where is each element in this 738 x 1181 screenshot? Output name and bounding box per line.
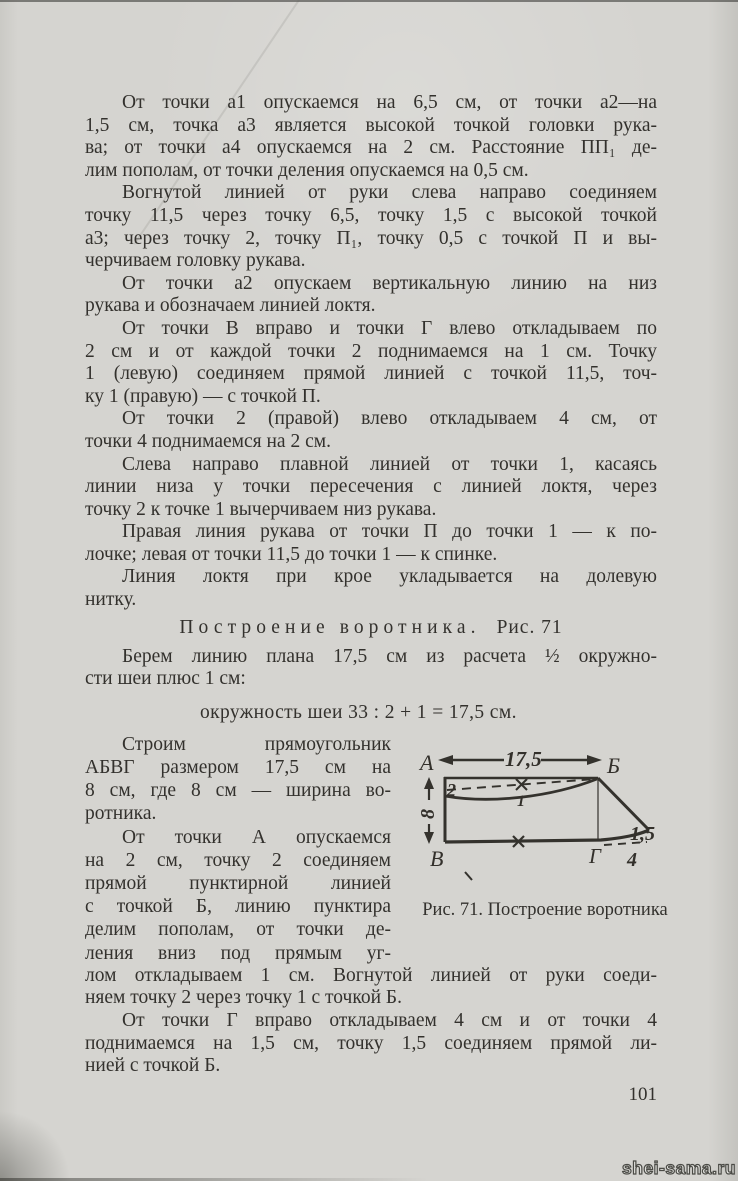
paragraph-sleeve-points: От точки а1 опускаемся на 6,5 см, от точки а2—на 1,5 см, точка а3 является высокой точкой головки рука- ва; от точки а4 опускаемся на 2 см. Расстояние ПП₁ де- лим пополам, от точки деления опускаемся на 0,5 см. [85, 92, 657, 181]
text-block [85, 92, 668, 1106]
paragraph-continuation: лом откладываем 1 см. Вогнутой линией от руки соеди- няем точку 2 через точку 1 с точкой Б. [85, 964, 657, 1009]
neck-formula: окружность шеи 33 : 2 + 1 = 17,5 см. [200, 701, 517, 723]
paragraph-grain-line: Линия локтя при крое укладывается на долевую нитку. [85, 566, 657, 611]
dimension-width-label: 17,5 [505, 746, 542, 771]
paragraph-sleeve-bottom: Слева направо плавной линией от точки 1, касаясь линии низа у точки пересечения с линией локтя, через точку 2 к точке 1 вычерчиваем низ рукава. [85, 453, 657, 520]
figure-column [401, 733, 689, 965]
rectangle-outline [444, 777, 649, 842]
section-heading [85, 617, 657, 639]
two-column-section [85, 733, 697, 965]
offset-two-label: 2 [447, 779, 456, 800]
offset-one-five-label: 1,5 [630, 822, 655, 845]
offset-four-label: 4 [627, 848, 637, 871]
collar-diagram [401, 739, 689, 897]
point-g-label: Г [589, 843, 601, 868]
point-b-label: Б [607, 752, 620, 778]
mid-one-label: 1 [517, 792, 525, 810]
paragraph-rectangle: Строим прямоугольник АБВГ размером 17,5 см на 8 см, где 8 см — ширина во- ротника. [85, 733, 391, 825]
section-heading-title: Построение воротника. [179, 616, 481, 638]
paragraph-points-vg: От точки В вправо и точки Г влево откладываем по 2 см и от каждой точки 2 поднимаемся на 1 см. Точку 1 (левую) соединяем прямой линией с точкой 11,5, точ- ку 1 (правую) — с точкой П. [85, 317, 657, 407]
paragraph-point-g: От точки Г вправо откладываем 4 см и от точки 4 поднимаемся на 1,5 см, точку 1,5 соединяем прямой ли- нией с точкой Б. [85, 1010, 657, 1077]
paragraph-collar-intro: Берем линию плана 17,5 см из расчета ½ окружно- сти шеи плюс 1 см: [85, 645, 657, 690]
watermark-logo: shei-sama.ru [622, 1158, 736, 1178]
page-number: 101 [628, 1083, 657, 1105]
figure-caption: Рис. 71. Построение воротника [422, 899, 668, 920]
paragraph-side-lines: Правая линия рукава от точки П до точки 1 — к по- лочке; левая от точки 11,5 до точки 1 — к спинке. [85, 521, 657, 565]
point-v-label: В [430, 845, 444, 871]
paragraph-concave-line: Вогнутой линией от руки слева направо соединяем точку 11,5 через точку 6,5, точку 1,5 с высокой точкой а3; через точку 2, точку П₁, точку 0,5 с точкой П и вы- черчиваем головку рукава. [85, 182, 657, 272]
point-a-label: А [420, 749, 434, 775]
tick-mark [465, 872, 472, 880]
paragraph-point-a: От точки А опускаемся на 2 см, точку 2 соединяем прямой пунктирной линией с точкой Б, линию пунктира делим пополам, от точки де- ления вниз под прямым уг- [85, 826, 391, 964]
narrow-text-column [85, 733, 391, 965]
paragraph-elbow-line: От точки а2 опускаем вертикальную линию на низ рукава и обозначаем линией локтя. [85, 272, 657, 317]
section-heading-figure-ref: Рис. 71 [496, 616, 563, 638]
paragraph-point2-right: От точки 2 (правой) влево откладываем 4 см, от точки 4 поднимаемся на 2 см. [85, 408, 657, 452]
dimension-height-label: 8 [417, 808, 439, 819]
